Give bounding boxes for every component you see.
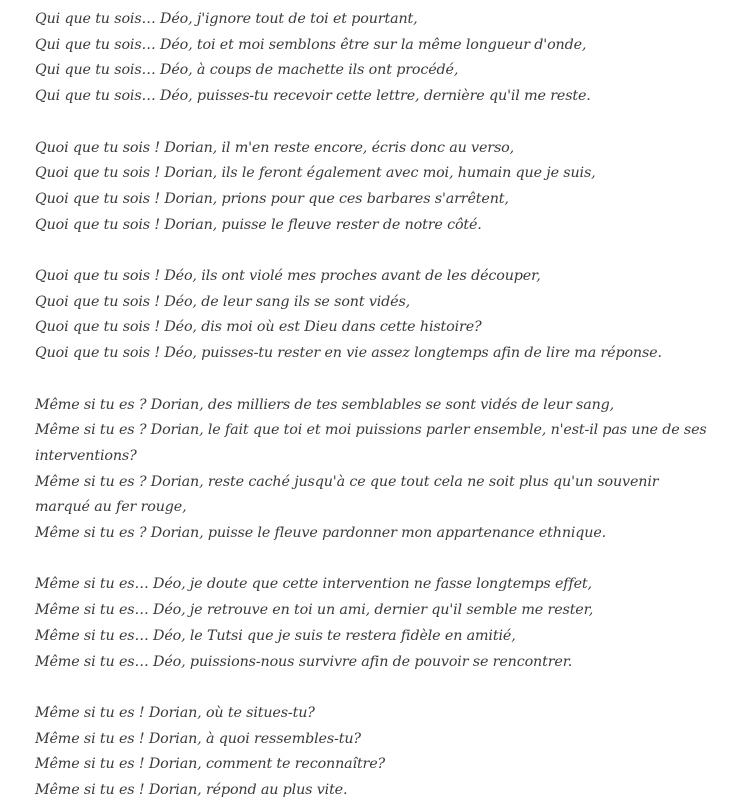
poem-line: Qui que tu sois… Déo, à coups de machette ils ont procédé, — [35, 62, 459, 79]
poem-line: Quoi que tu sois ! Dorian, il m'en reste encore, écris donc au verso, — [35, 139, 515, 156]
stanza-6 — [35, 701, 715, 804]
poem-line: Quoi que tu sois ! Dorian, ils le feront également avec moi, humain que je suis, — [35, 165, 596, 182]
poem-line: Même si tu es ! Dorian, comment te reconnaître? — [35, 756, 386, 773]
poem-line: Même si tu es… Déo, puissions-nous survivre afin de pouvoir se rencontrer. — [35, 653, 573, 670]
poem-line: Quoi que tu sois ! Dorian, prions pour que ces barbares s'arrêtent, — [35, 190, 509, 207]
poem-line: Même si tu es ? Dorian, reste caché jusqu'à ce que tout cela ne soit plus qu'un souvenir marqué au fer rouge, — [35, 473, 659, 516]
poem-line: Qui que tu sois… Déo, j'ignore tout de toi et pourtant, — [35, 11, 418, 27]
poem-line: Quoi que tu sois ! Déo, ils ont violé mes proches avant de les découper, — [35, 268, 541, 284]
poem-line: Même si tu es ? Dorian, des milliers de tes semblables se sont vidés de leur sang, — [35, 396, 615, 413]
poem-text — [35, 7, 715, 804]
poem-line: Même si tu es ? Dorian, puisse le fleuve pardonner mon appartenance ethnique. — [35, 525, 607, 542]
poem-line: Même si tu es ! Dorian, à quoi ressembles-tu? — [35, 730, 361, 747]
stanza-5 — [35, 572, 715, 675]
poem-line: Quoi que tu sois ! Déo, dis moi où est Dieu dans cette histoire? — [35, 319, 482, 336]
poem-line: Qui que tu sois… Déo, puisses-tu recevoir cette lettre, dernière qu'il me reste. — [35, 88, 591, 105]
poem-line: Même si tu es ! Dorian, où te situes-tu? — [35, 704, 315, 721]
stanza-3 — [35, 264, 715, 367]
stanza-4 — [35, 393, 715, 547]
poem-line: Quoi que tu sois ! Déo, puisses-tu rester en vie assez longtemps afin de lire ma réponse. — [35, 345, 662, 362]
poem-line: Même si tu es… Déo, je doute que cette intervention ne fasse longtemps effet, — [35, 576, 592, 593]
poem-line: Même si tu es ? Dorian, le fait que toi et moi puissions parler ensemble, n'est-il pas une de ses interventions? — [35, 422, 707, 464]
poem-line: Même si tu es… Déo, le Tutsi que je suis te restera fidèle en amitié, — [35, 627, 516, 644]
poem-line: Quoi que tu sois ! Déo, de leur sang ils se sont vidés, — [35, 293, 411, 310]
stanza-1 — [35, 7, 715, 110]
poem-line: Qui que tu sois… Déo, toi et moi semblons être sur la même longueur d'onde, — [35, 36, 587, 53]
poem-line: Quoi que tu sois ! Dorian, puisse le fleuve rester de notre côté. — [35, 216, 482, 233]
poem-line: Même si tu es ! Dorian, répond au plus vite. — [35, 782, 348, 799]
poem-line: Même si tu es… Déo, je retrouve en toi un ami, dernier qu'il semble me rester, — [35, 602, 594, 619]
stanza-2 — [35, 136, 715, 239]
